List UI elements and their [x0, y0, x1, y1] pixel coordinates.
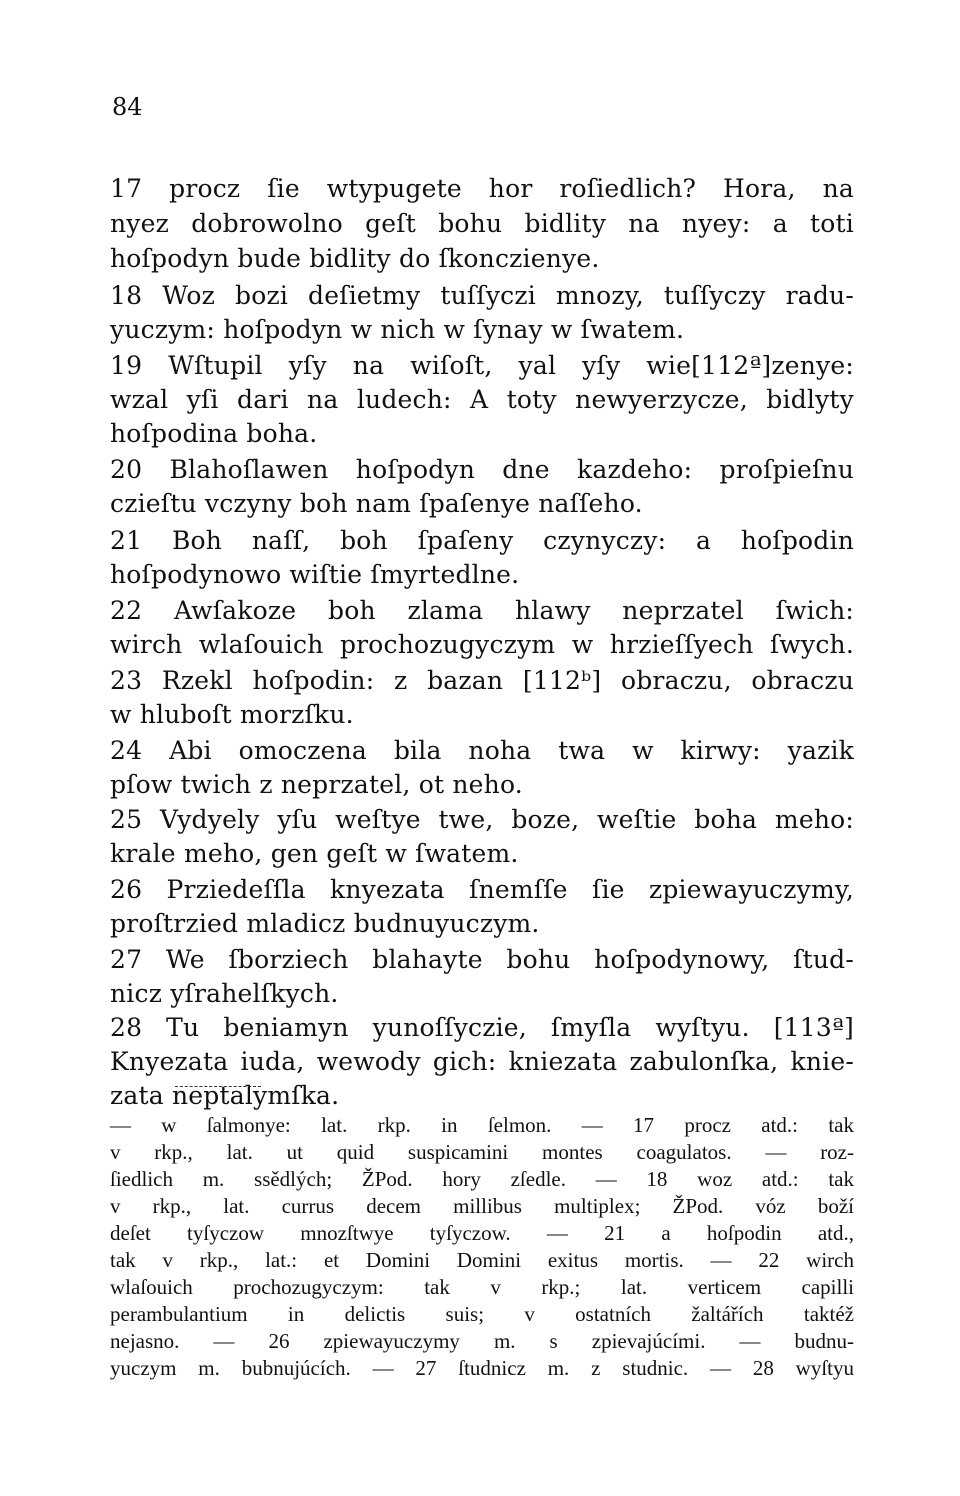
text-line: 17 procz ſie wtypugete hor roſiedlich? Hora, na: [110, 174, 854, 203]
footnote-line: nejasno. — 26 zpiewayuczymy m. s zpievajúcími. — budnu-: [110, 1329, 854, 1353]
footnote-divider: [175, 1086, 261, 1087]
footnote-line: yuczym m. bubnujúcích. — 27 ſtudnicz m. z studnic. — 28 wyſtyu: [110, 1356, 854, 1380]
text-line: 20 Blahoſlawen hoſpodyn dne kazdeho: proſpieſnu: [110, 455, 854, 484]
text-line: 25 Vydyely yſu weſtye twe, boze, weſtie boha meho:: [110, 805, 854, 834]
text-line: proſtrzied mladicz budnuyuczym.: [110, 909, 540, 938]
footnote-line: ſiedlich m. ssědlých; ŽPod. hory zſedle. — 18 woz atd.: tak: [110, 1167, 854, 1191]
text-line: 26 Prziedeſſla knyezata ſnemſſe ſie zpiewayuczymy,: [110, 875, 854, 904]
text-line: 23 Rzekl hoſpodin: z bazan [112ᵇ] obraczu, obraczu: [110, 666, 854, 695]
text-line: nyez dobrowolno geſt bohu bidlity na nyey: a toti: [110, 209, 854, 238]
footnote-line: v rkp., lat. currus decem millibus multiplex; ŽPod. vóz boží: [110, 1194, 854, 1218]
text-line: 21 Boh naſſ, boh ſpaſeny czynyczy: a hoſpodin: [110, 526, 854, 555]
footnote-line: deſet tyſyczow mnozſtwye tyſyczow. — 21 a hoſpodin atd.,: [110, 1221, 854, 1245]
text-line: w hluboſt morzſku.: [110, 700, 354, 729]
text-line: hoſpodynowo wiſtie ſmyrtedlne.: [110, 560, 520, 589]
footnote-line: — w ſalmonye: lat. rkp. in ſelmon. — 17 procz atd.: tak: [110, 1113, 854, 1137]
footnote-line: v rkp., lat. ut quid suspicamini montes coagulatos. — roz-: [110, 1140, 854, 1164]
footnote-line: wlaſouich prochozugyczym: tak v rkp.; lat. verticem capilli: [110, 1275, 854, 1299]
text-line: Knyezata iuda, wewody gich: kniezata zabulonſka, knie-: [110, 1047, 854, 1076]
text-line: wirch wlaſouich prochozugyczym w hrzieſſyech ſwych.: [110, 630, 854, 659]
text-line: krale meho, gen geſt w ſwatem.: [110, 839, 519, 868]
text-line: pſow twich z neprzatel, ot neho.: [110, 770, 523, 799]
text-line: 24 Abi omoczena bila noha twa w kirwy: yazik: [110, 736, 854, 765]
footnote-line: perambulantium in delictis suis; v ostatních žaltářích taktéž: [110, 1302, 854, 1326]
text-line: hoſpodina boha.: [110, 419, 318, 448]
text-line: 19 Wſtupil yſy na wiſoſt, yal yſy wie[112ª]zenye:: [110, 351, 854, 380]
text-line: nicz yſrahelſkych.: [110, 979, 339, 1008]
text-line: zata neptalymſka.: [110, 1081, 340, 1110]
text-line: 27 We ſborziech blahayte bohu hoſpodynowy, ſtud-: [110, 945, 854, 974]
text-line: wzal yſi dari na ludech: A toty newyerzycze, bidlyty: [110, 385, 854, 414]
text-line: yuczym: hoſpodyn w nich w ſynay w ſwatem.: [110, 315, 685, 344]
page-number: 84: [112, 93, 143, 121]
text-line: 18 Woz bozi deſietmy tuſſyczi mnozy, tuſſyczy radu-: [110, 281, 854, 310]
text-line: hoſpodyn bude bidlity do ſkonczienye.: [110, 244, 600, 273]
text-line: 22 Awſakoze boh zlama hlawy neprzatel ſwich:: [110, 596, 854, 625]
footnote-line: tak v rkp., lat.: et Domini Domini exitus mortis. — 22 wirch: [110, 1248, 854, 1272]
text-line: czieſtu vczyny boh nam ſpaſenye naſſeho.: [110, 489, 643, 518]
text-line: 28 Tu beniamyn yunoſſyczie, ſmyſla wyſtyu. [113ª]: [110, 1013, 854, 1042]
